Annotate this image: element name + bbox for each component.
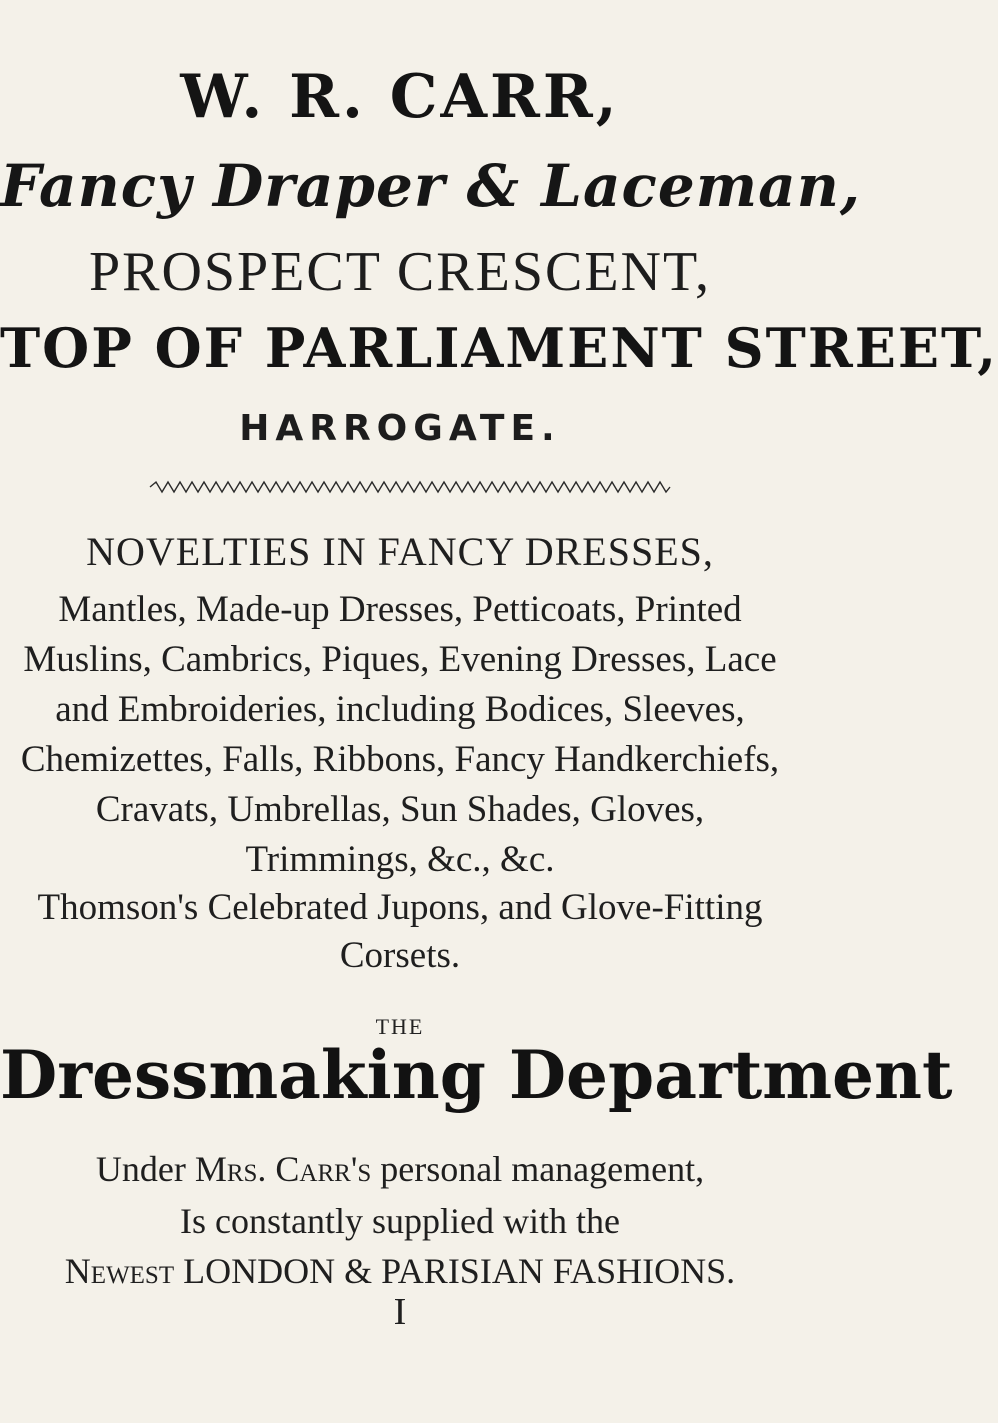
town-name: HARROGATE. (239, 408, 561, 449)
novelties-line: Thomson's Celebrated Jupons, and Glove-Fitting (37, 887, 763, 928)
address-line-1: PROSPECT CRESCENT, (88, 241, 712, 303)
management-suffix: personal management, (380, 1149, 705, 1189)
novelties-line: Mantles, Made-up Dresses, Petticoats, Printed (58, 589, 742, 630)
novelties-line: Cravats, Umbrellas, Sun Shades, Gloves, (95, 789, 705, 830)
supply-line: Is constantly supplied with the (180, 1201, 620, 1241)
dressmaking-title: Dressmaking Department (0, 1036, 953, 1114)
address-line-2: TOP OF PARLIAMENT STREET, (0, 316, 998, 380)
merchant-name: W. R. CARR, (180, 62, 620, 132)
management-line (0, 1148, 800, 1190)
novelties-line: Muslins, Cambrics, Piques, Evening Dresses, Lace (23, 639, 777, 680)
trade-title: Fancy Draper & Laceman, (0, 152, 862, 220)
fashions-line (0, 1250, 800, 1292)
the-label: THE (375, 1014, 425, 1039)
proprietor-name: Mrs. Carr's (194, 1149, 372, 1189)
novelties-line: Corsets. (339, 935, 461, 976)
novelties-heading: NOVELTIES IN FANCY DRESSES, (86, 529, 714, 574)
management-prefix: Under (95, 1149, 186, 1189)
novelties-line: and Embroideries, including Bodices, Sleeves, (55, 689, 745, 730)
novelties-line: Chemizettes, Falls, Ribbons, Fancy Handkerchiefs, (20, 739, 780, 780)
fashions-rest: LONDON & PARISIAN FASHIONS. (183, 1251, 736, 1291)
page-number: I (393, 1291, 407, 1333)
fashions-prefix: Newest (64, 1251, 175, 1291)
novelties-line: Trimmings, &c., &c. (245, 839, 555, 880)
ornamental-divider (150, 478, 670, 496)
